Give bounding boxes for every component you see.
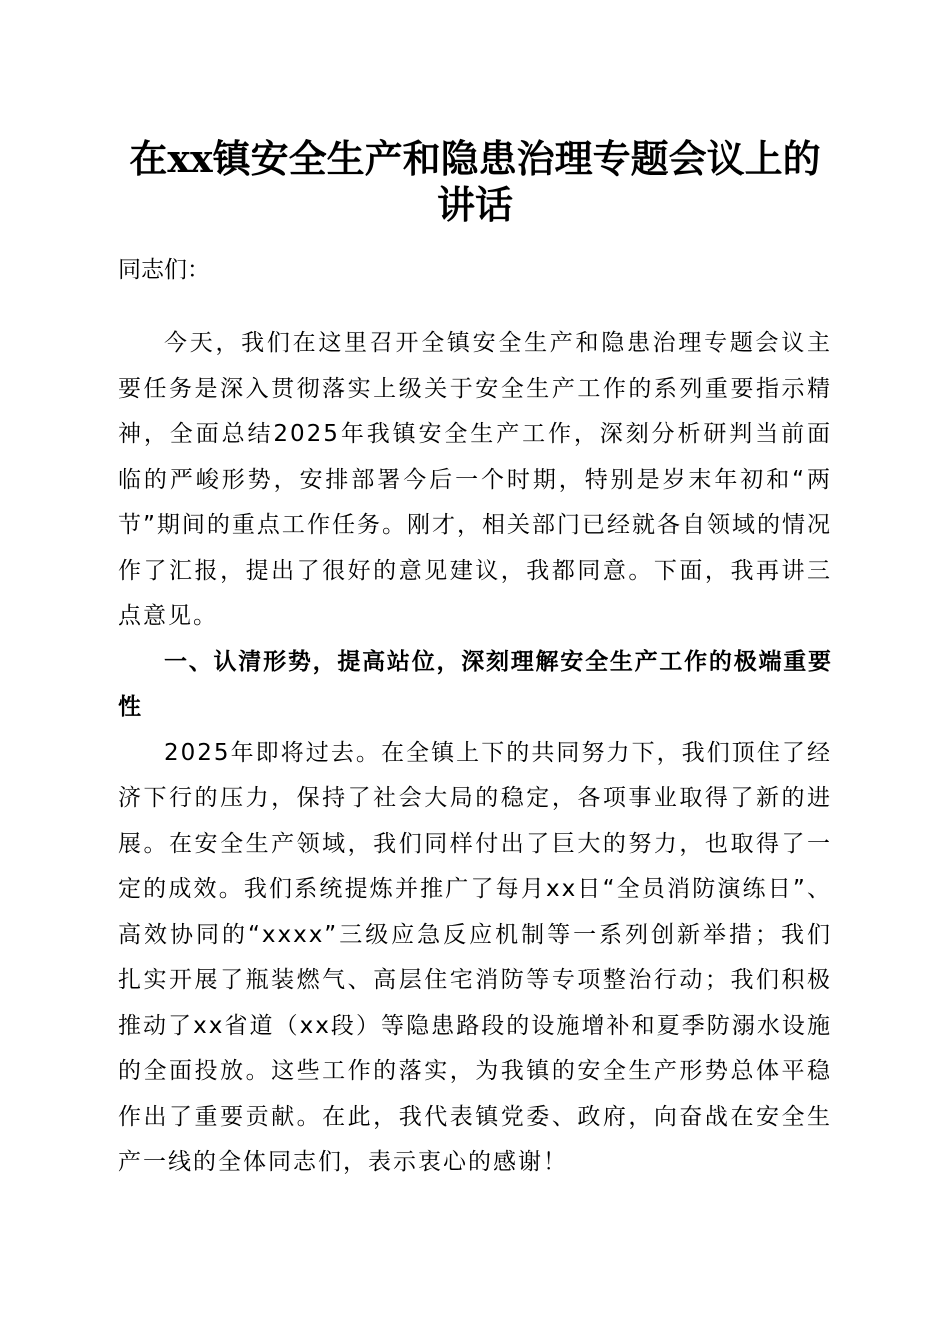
document-title: 在xx镇安全生产和隐患治理专题会议上的讲话	[129, 136, 821, 227]
section-heading-1: 一、认清形势，提高站位，深刻理解安全生产工作的极端重要性	[118, 648, 832, 720]
paragraph-section-1: 2025年即将过去。在全镇上下的共同努力下，我们顶住了经济下行的压力，保持了社会大局的稳定，各项事业取得了新的进展。在安全生产领域，我们同样付出了巨大的努力，也取得了一定的成效。我们系统提炼并推广了每月xx日“全员消防演练日”、高效协同的“xxxx”三级应急反应机制等一系列创新举措；我们扎实开展了瓶装燃气、高层住宅消防等专项整治行动；我们积极推动了xx省道（xx段）等隐患路段的设施增补和夏季防溺水设施的全面投放。这些工作的落实，为我镇的安全生产形势总体平稳作出了重要贡献。在此，我代表镇党委、政府，向奋战在安全生产一线的全体同志们，表示衷心的感谢！	[118, 739, 832, 1175]
paragraph-intro: 今天，我们在这里召开全镇安全生产和隐患治理专题会议主要任务是深入贯彻落实上级关于安全生产工作的系列重要指示精神，全面总结2025年我镇安全生产工作，深刻分析研判当前面临的严峻形势，安排部署今后一个时期，特别是岁末年初和“两节”期间的重点工作任务。刚才，相关部门已经就各自领域的情况作了汇报，提出了很好的意见建议，我都同意。下面，我再讲三点意见。	[118, 330, 832, 629]
document-body	[118, 321, 832, 1186]
salutation: 同志们：	[118, 257, 210, 283]
